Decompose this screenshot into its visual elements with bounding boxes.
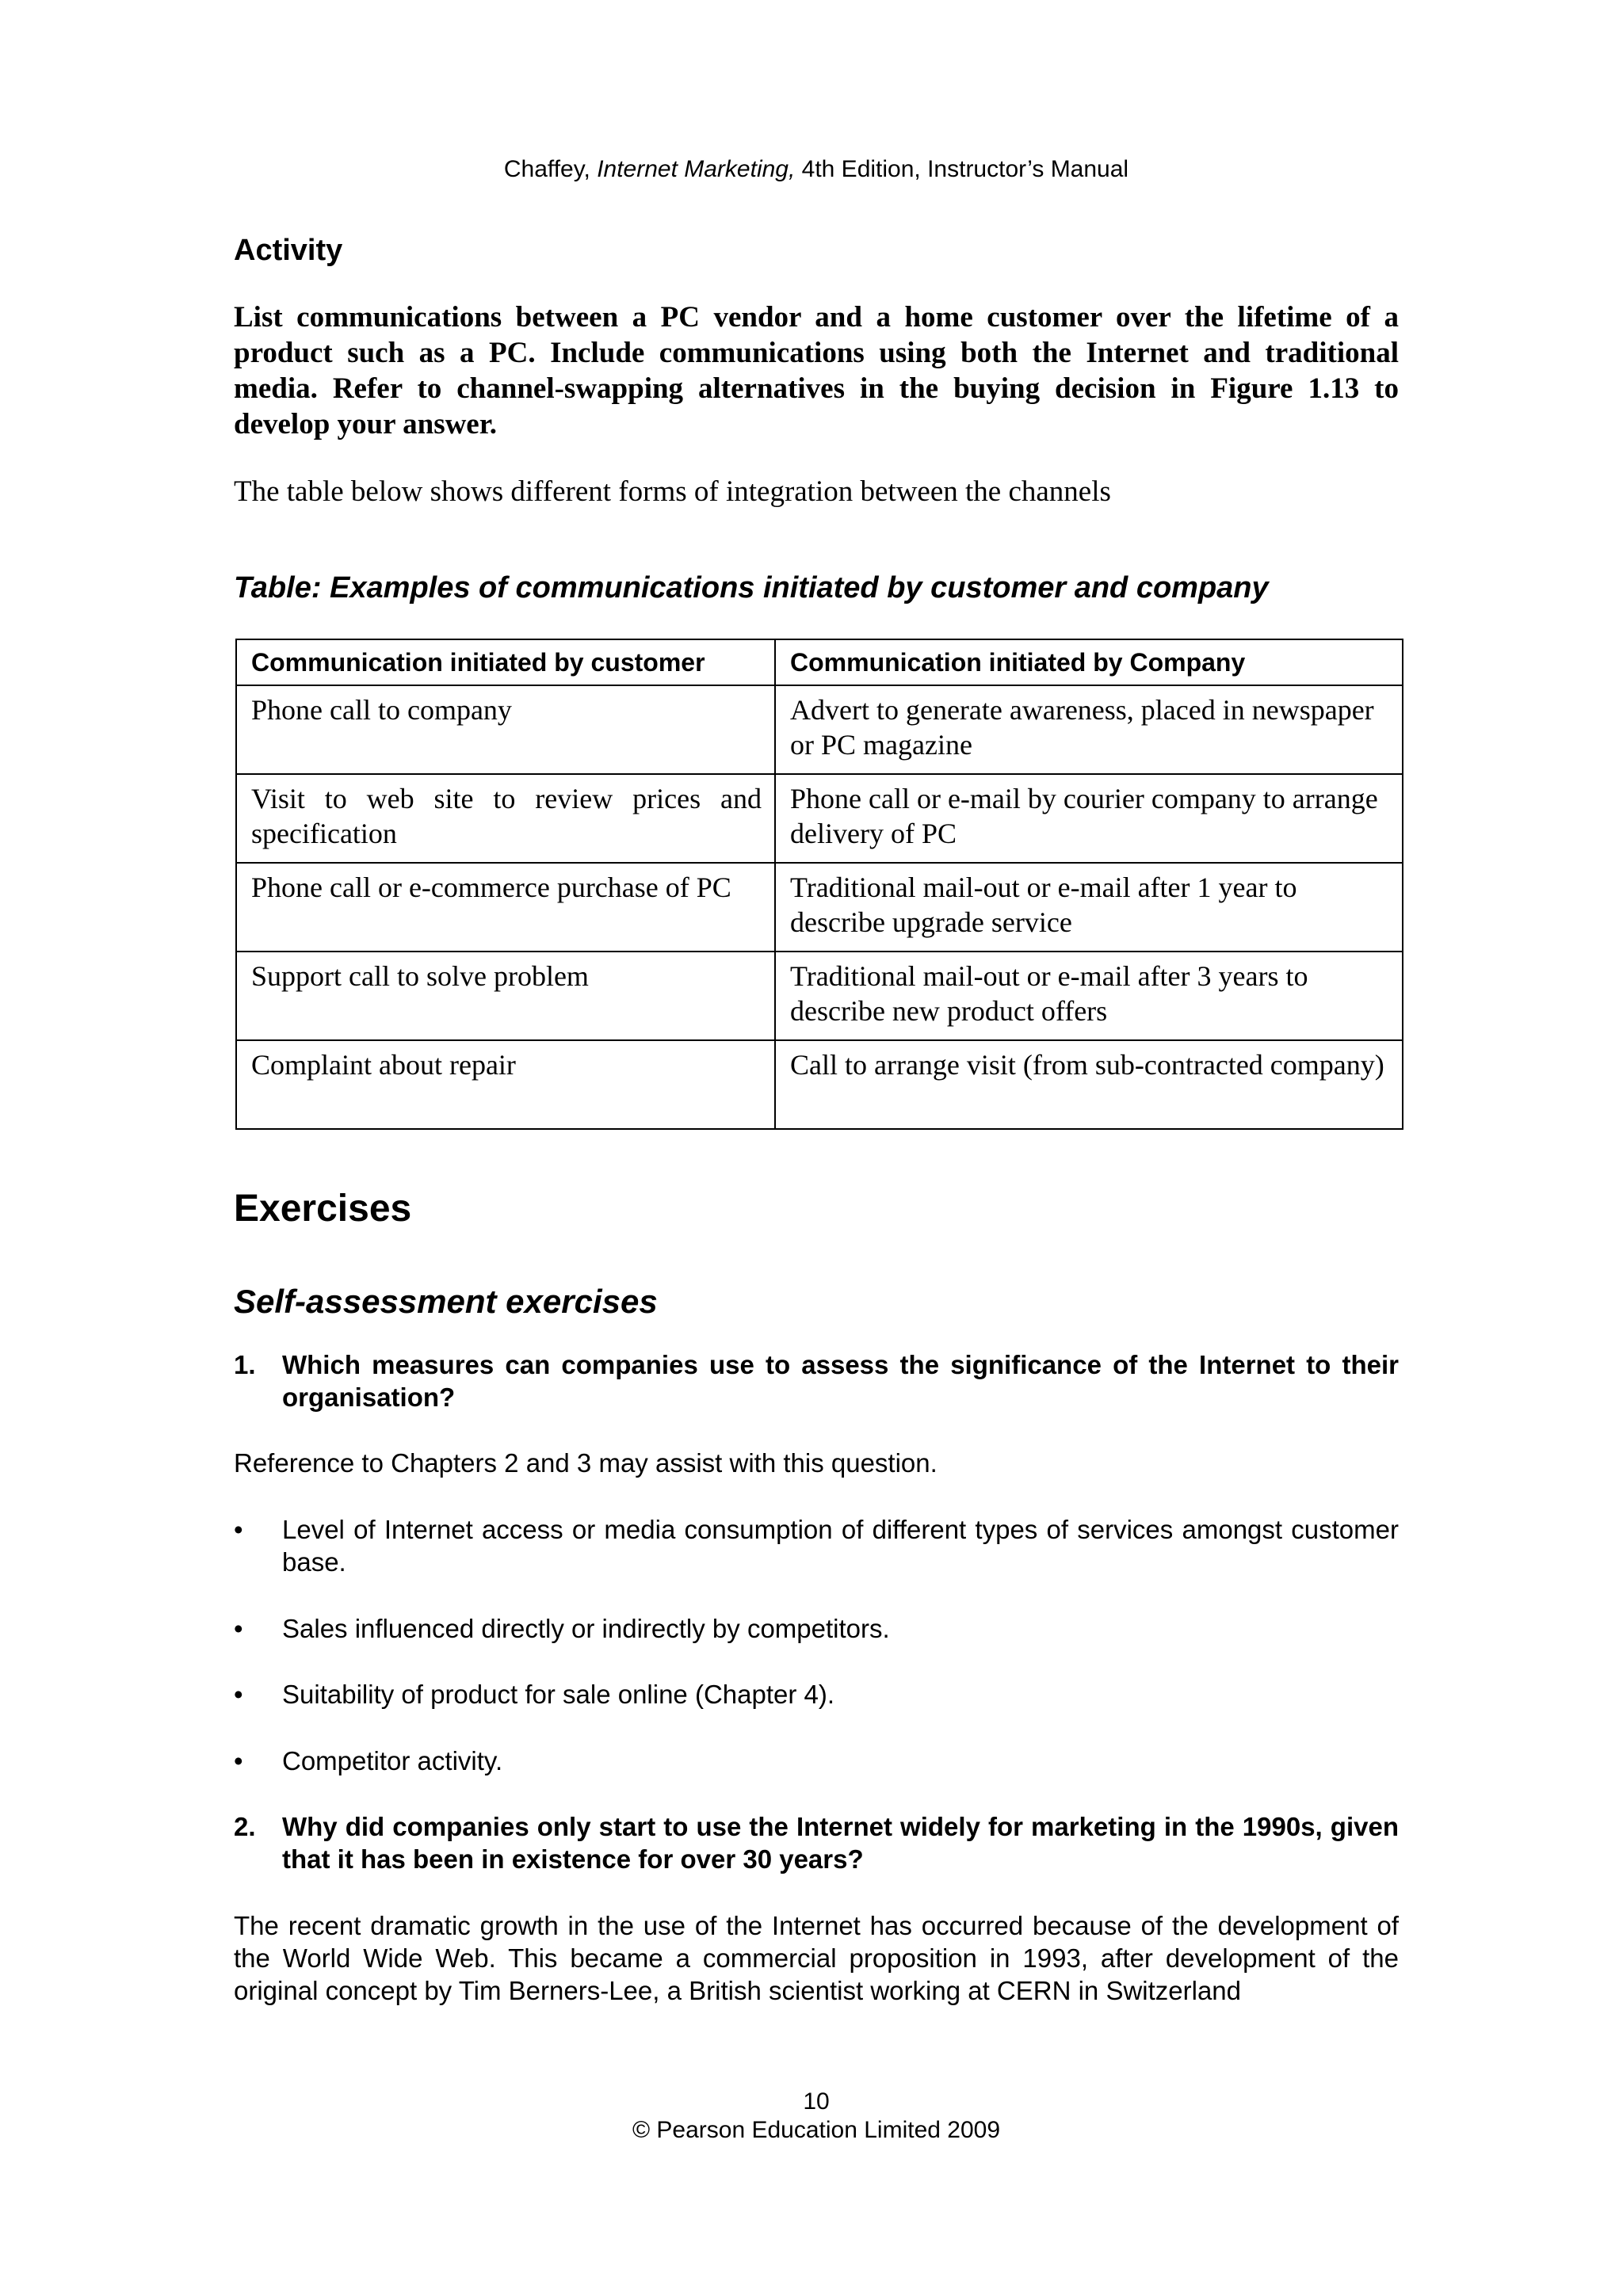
table-cell-customer: Support call to solve problem <box>236 952 775 1040</box>
q1-reference-text: Reference to Chapters 2 and 3 may assist with this question. <box>234 1448 938 1478</box>
bullet-dot: • <box>234 1746 243 1775</box>
header-book-title: Internet Marketing, <box>597 156 796 182</box>
bullet-dot: • <box>234 1680 243 1709</box>
table-cell-company: Phone call or e-mail by courier company to arrange delivery of PC <box>775 774 1403 863</box>
table-cell-customer: Visit to web site to review prices and specification <box>236 774 775 863</box>
bullet-item <box>234 1612 1399 1645</box>
table-cell-company: Traditional mail-out or e-mail after 3 years to describe new product offers <box>775 952 1403 1040</box>
table-cell-company: Traditional mail-out or e-mail after 1 year to describe upgrade service <box>775 863 1403 952</box>
running-header <box>234 154 1399 185</box>
bullet-item <box>234 1745 1399 1777</box>
header-suffix: 4th Edition, Instructor’s Manual <box>795 156 1129 182</box>
table-cell-company: Advert to generate awareness, placed in newspaper or PC magazine <box>775 685 1403 774</box>
bullet-text: Competitor activity. <box>282 1746 503 1775</box>
question-2 <box>234 1810 1399 1875</box>
table-cell-customer: Phone call or e-commerce purchase of PC <box>236 863 775 952</box>
table-caption: Table: Examples of communications initiated by customer and company <box>234 571 1269 605</box>
column-header-company: Communication initiated by Company <box>775 639 1403 685</box>
table-cell-company: Call to arrange visit (from sub-contracted company) <box>775 1040 1403 1129</box>
bullet-text: Level of Internet access or media consumption of different types of services amongst customer base. <box>282 1515 1399 1577</box>
bullet-dot: • <box>234 1614 243 1643</box>
table-row <box>236 685 1403 774</box>
question-number: 1. <box>234 1350 256 1379</box>
table-row <box>236 952 1403 1040</box>
activity-heading: Activity <box>234 234 343 267</box>
column-header-customer: Communication initiated by customer <box>236 639 775 685</box>
bullet-item <box>234 1678 1399 1711</box>
bullet-item <box>234 1513 1399 1578</box>
question-1 <box>234 1348 1399 1413</box>
table-row <box>236 1040 1403 1129</box>
self-assessment-heading: Self-assessment exercises <box>234 1283 658 1320</box>
table-cell-customer: Complaint about repair <box>236 1040 775 1129</box>
table-cell-customer: Phone call to company <box>236 685 775 774</box>
table-intro-text: The table below shows different forms of integration between the channels <box>234 475 1111 508</box>
question-number: 2. <box>234 1812 256 1841</box>
table-row <box>236 774 1403 863</box>
document-page <box>234 0 1399 2296</box>
page-number: 10 <box>803 2088 830 2115</box>
question-text: Why did companies only start to use the Internet widely for marketing in the 1990s, given that it has been in existence for over 30 years? <box>282 1812 1399 1874</box>
activity-question: List communications between a PC vendor and a home customer over the lifetime of a product such as a PC. Include communications using both the Internet and traditional media. Refer to channel-swapping alternatives in the buying decision in Figure 1.13 to develop your answer. <box>234 301 1399 441</box>
exercises-heading: Exercises <box>234 1188 412 1230</box>
bullet-text: Suitability of product for sale online (Chapter 4). <box>282 1680 835 1709</box>
bullet-text: Sales influenced directly or indirectly by competitors. <box>282 1614 890 1643</box>
table-row <box>236 863 1403 952</box>
bullet-dot: • <box>234 1515 243 1544</box>
question-text: Which measures can companies use to assess the significance of the Internet to their organisation? <box>282 1350 1399 1412</box>
q2-answer-text: The recent dramatic growth in the use of the Internet has occurred because of the development of the World Wide Web. This became a commercial proposition in 1993, after development of the original concept by Tim Berners-Lee, a British scientist working at CERN in Switzerland <box>234 1911 1399 2005</box>
copyright-notice: © Pearson Education Limited 2009 <box>632 2117 1001 2143</box>
header-prefix: Chaffey, <box>503 156 598 182</box>
communications-table <box>235 639 1403 1130</box>
table-header-row <box>236 639 1403 685</box>
